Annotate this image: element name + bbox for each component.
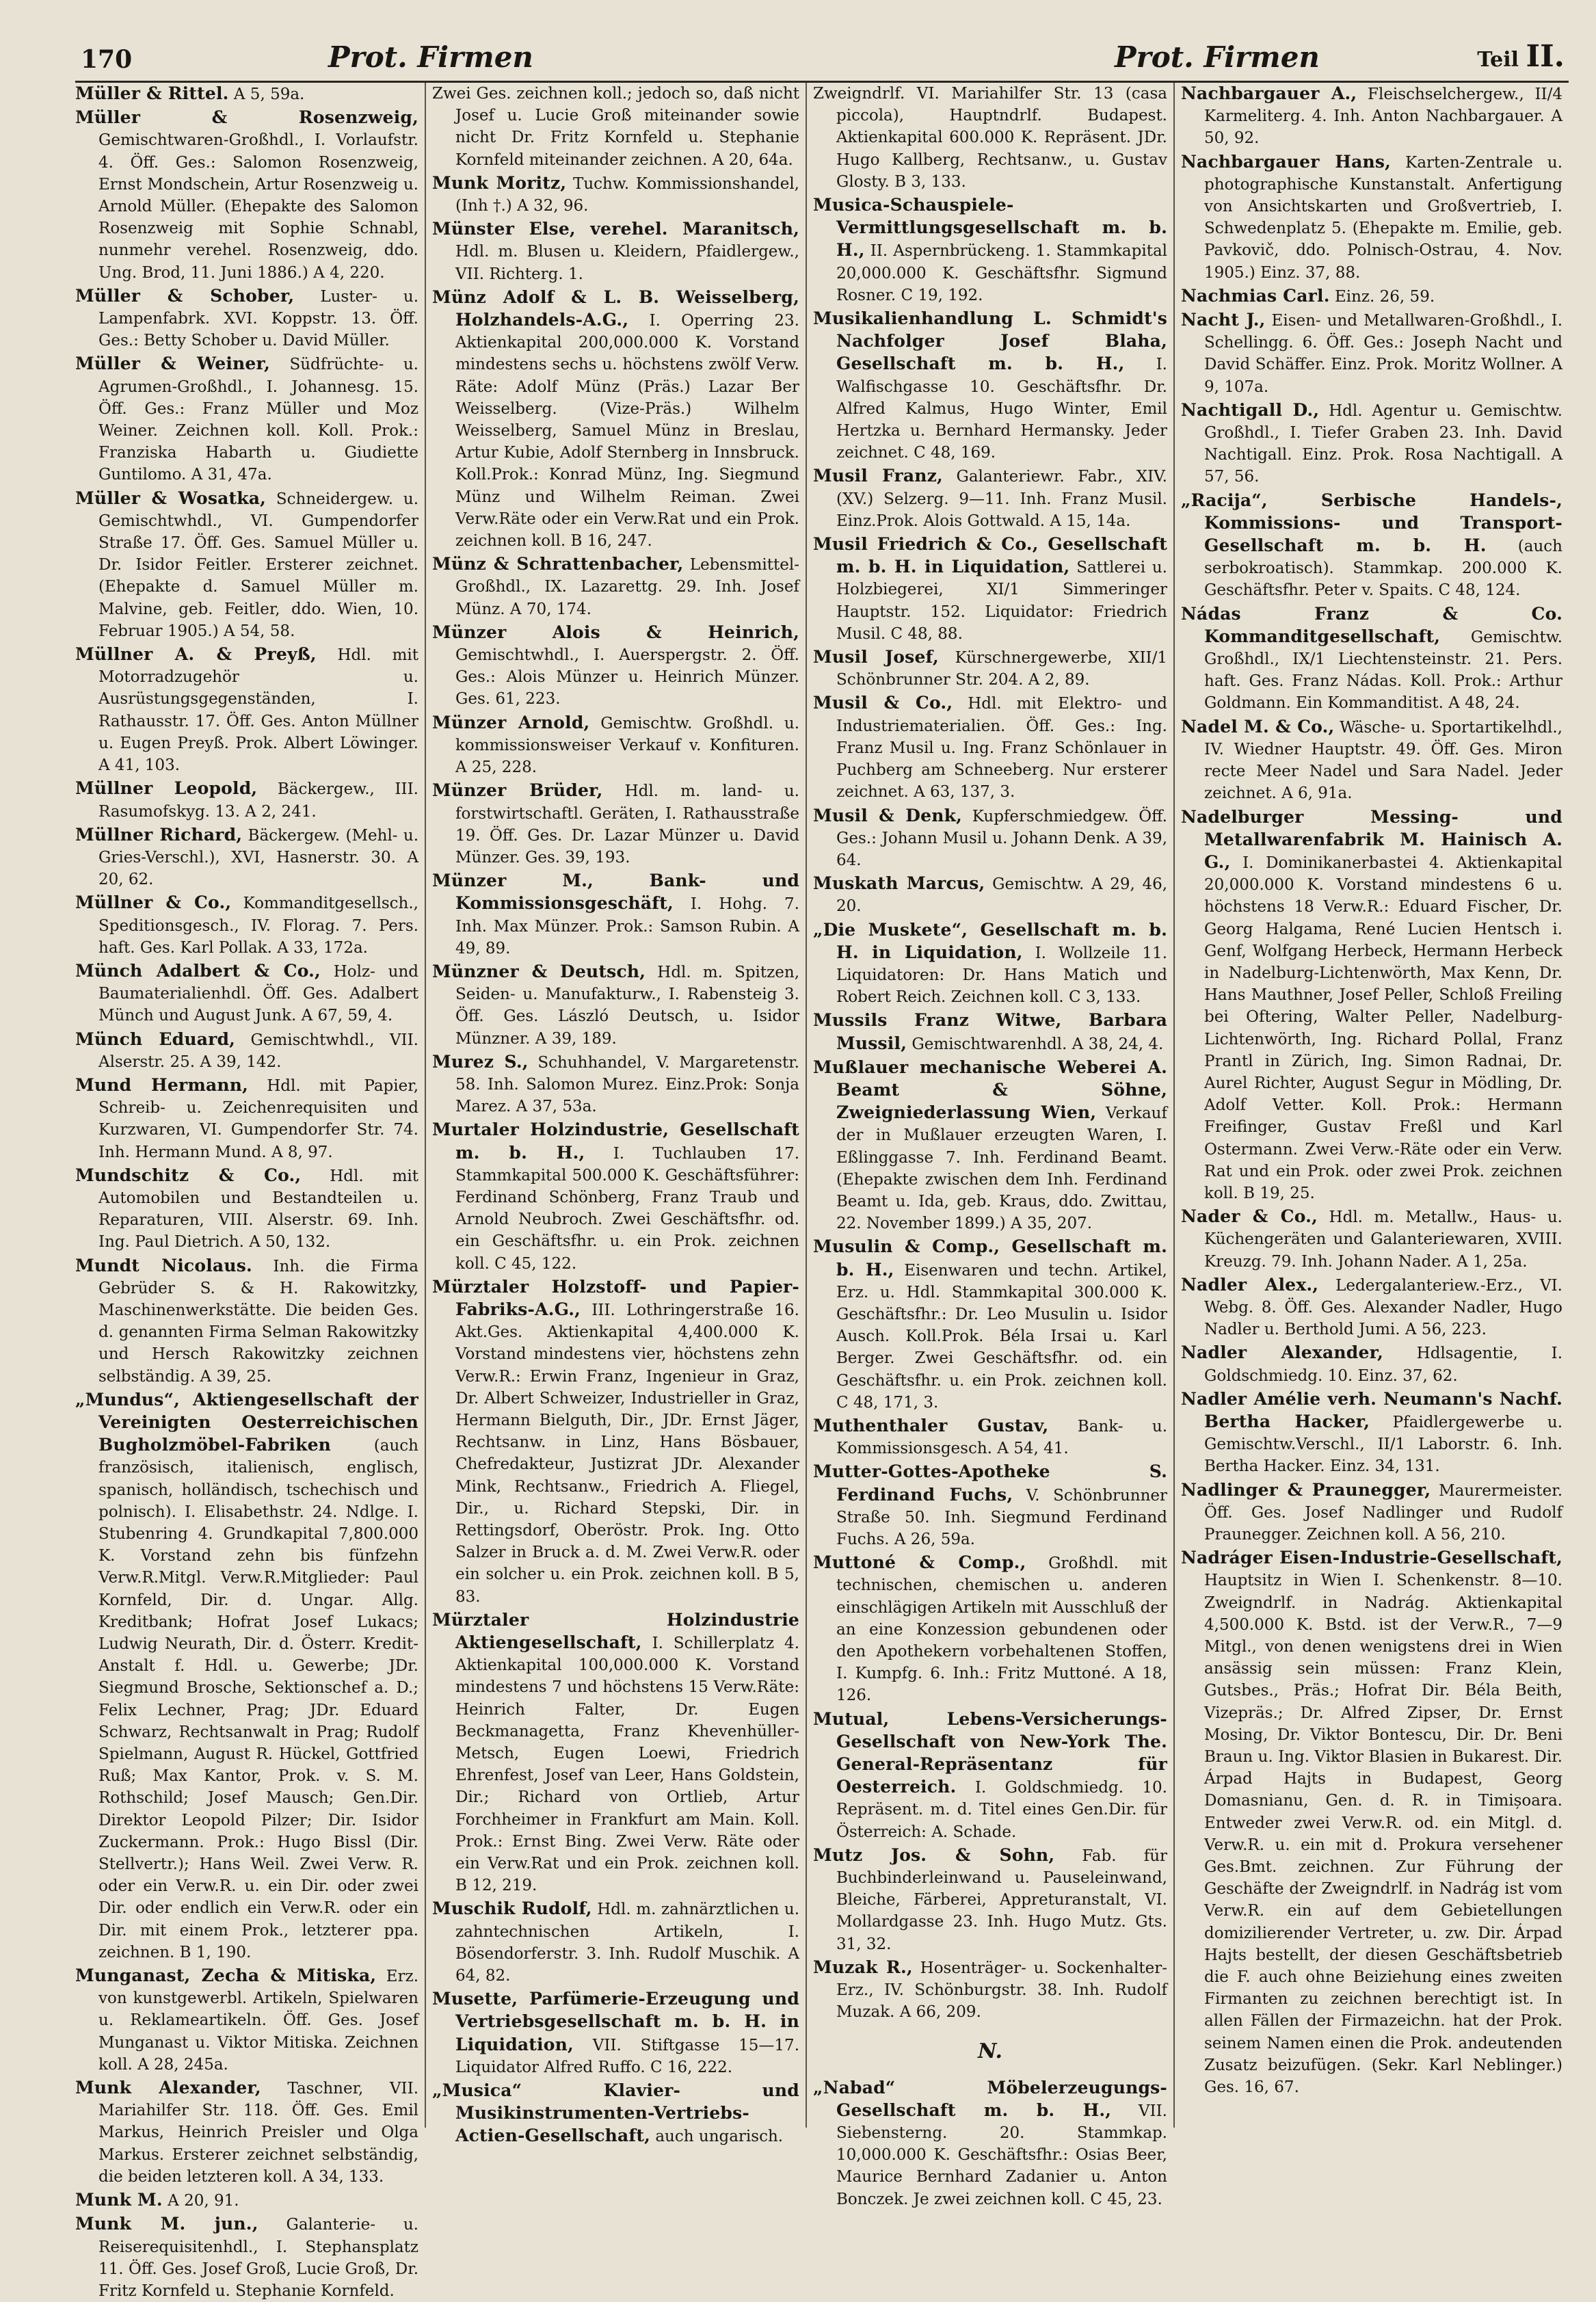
firm-name: „Nabad“ Möbelerzeugungs-Gesellschaft m. b. H., bbox=[813, 2077, 1167, 2120]
entry-details: (auch serbokroatisch). Stammkap. 200.000 K. Geschäftsfhr. Peter v. Spaits. C 48, 124. bbox=[1204, 538, 1562, 600]
entry-details: Südfrüchte- u. Agrumen-Großhdl., I. Johannesg. 15. Öff. Ges.: Franz Müller und Moz Weiner. Zeichnen koll. Koll. Prok.: Franziska Habarth u. Giudiette Guntilomo. A 31, 47a. bbox=[98, 356, 418, 484]
entry-details: A 20, 91. bbox=[168, 2192, 239, 2210]
directory-entry bbox=[813, 1236, 1167, 1414]
firm-name: „Die Muskete“, Gesellschaft m. b. H. in Liquidation, bbox=[813, 919, 1167, 962]
directory-entry bbox=[432, 1051, 799, 1118]
entry-details: Lebensmittel-Großhdl., IX. Lazarettg. 29. Inh. Josef Münz. A 70, 174. bbox=[455, 556, 800, 618]
directory-entry bbox=[75, 892, 418, 959]
firm-name: Muthenthaler Gustav, bbox=[813, 1415, 1049, 1436]
entry-details: VII. Stiftgasse 15—17. Liquidator Alfred Ruffo. C 16, 222. bbox=[455, 2036, 799, 2076]
firm-name: Munganast, Zecha & Mitiska, bbox=[75, 1966, 377, 1986]
firm-name: Muttoné & Comp., bbox=[813, 1552, 1026, 1573]
entry-details: auch ungarisch. bbox=[655, 2128, 784, 2146]
entry-details: I. Hohg. 7. Inh. Max Münzer. Prok.: Samson Rubin. A 49, 89. bbox=[455, 895, 799, 957]
entry-details: Zweigndrlf. VI. Mariahilfer Str. 13 (casa piccola), Hauptndrlf. Budapest. Aktienkapital 600.000 K. Repräsent. JDr. Hugo Kallberg, Rechtsanw., u. Gustav Glosty. B 3, 133. bbox=[813, 85, 1167, 191]
entry-details: (auch französisch, italienisch, englisch, spanisch, holländisch, tschechisch und polnisch). I. Elisabethstr. 24. Ndlge. I. Stubenring 4. Grundkapital 7,800.000 K. Vorstand zehn bis fünfzehn Verw.R.Mitgl. Verw.R.Mitglieder: Paul Kornfeld, Dir. d. Ungar. Allg. Kreditbank; Hofrat Josef Lukacs; Ludwig Neurath, Dir. d. Österr. Kredit-Anstalt f. Hdl. u. Gewerbe; JDr. Siegmund Brosche, Sektionschef a. D.; Felix Lechner, Prag; JDr. Eduard Schwarz, Rechtsanwalt in Prag; Rudolf Spielmann, August R. Hückel, Gottfried Ruß; Max Kantor, Prok. v. S. M. Rothschild; Josef Mausch; Gen.Dir. Direktor Leopold Pilzer; Dir. Isidor Zuckermann. Prok.: Hugo Bissl (Dir. Stellvertr.); Hans Weil. Zwei Verw. R. oder ein Verw.R. u. ein Dir. oder zwei Dir. oder endlich ein Verw.R. oder ein Dir. mit einem Prok., letzterer ppa. zeichnen. B 1, 190. bbox=[98, 1437, 418, 1961]
directory-entry bbox=[75, 1165, 418, 1254]
firm-name: Mürztaler Holzstoff- und Papier-Fabriks-A.G., bbox=[432, 1276, 799, 1319]
firm-name: Muzak R., bbox=[813, 1957, 913, 1977]
entry-details: Einz. 26, 59. bbox=[1334, 287, 1435, 306]
directory-entry bbox=[1181, 1388, 1562, 1478]
entry-details: Gemischtwaren-Großhdl., I. Vorlaufstr. 4. Öff. Ges.: Salomon Rosenzweig, Ernst Mondschein, Artur Rosenzweig u. Arnold Müller. (Ehepakte des Salomon Rosenzweig mit Sophie Schnabl, nunmehr verehel. Rosenzweig, ddo. Ung. Brod, 11. Juni 1886.) A 4, 220. bbox=[98, 131, 418, 282]
columns bbox=[75, 83, 1569, 2300]
entry-details: Schuhhandel, V. Margaretenstr. 58. Inh. Salomon Murez. Einz.Prok: Sonja Marez. A 37, 53a. bbox=[455, 1053, 799, 1116]
entry-details: Maurermeister. Öff. Ges. Josef Nadlinger und Rudolf Praunegger. Zeichnen koll. A 56, 210. bbox=[1204, 1481, 1563, 1544]
firm-name: Mutz Jos. & Sohn, bbox=[813, 1844, 1055, 1865]
entry-details: Wäsche- u. Sportartikelhdl., IV. Wiedner Hauptstr. 49. Öff. Ges. Miron recte Meer Nadel und Sara Nadel. Jeder zeichnet. A 6, 91a. bbox=[1204, 718, 1562, 803]
entry-details: Galanterie- u. Reiserequisitenhdl., I. Stephansplatz 11. Öff. Ges. Josef Groß, Lucie Groß, Dr. Fritz Kornfeld u. Stephanie Kornfeld. bbox=[98, 2216, 418, 2300]
directory-entry bbox=[75, 644, 418, 776]
entry-details: Hdl. m. land- u. forstwirtschaftl. Geräten, I. Rathausstraße 19. Öff. Ges. Dr. Lazar Münzer u. David Münzer. Ges. 39, 193. bbox=[455, 782, 799, 866]
section-heading: N. bbox=[978, 2039, 1002, 2064]
firm-name: Mundt Nicolaus. bbox=[75, 1255, 252, 1275]
firm-name: Nachbargauer Hans, bbox=[1181, 151, 1392, 172]
firm-name: Nadler Alexander, bbox=[1181, 1342, 1384, 1363]
directory-entry bbox=[432, 218, 799, 285]
entry-details: Inh. die Firma Gebrüder S. & H. Rakowitzky, Maschinenwerkstätte. Die beiden Ges. d. genannten Firma Selman Rakowitzky und Hersch Rakowitzky zeichnen selbständig. A 39, 25. bbox=[98, 1257, 419, 1386]
directory-entry bbox=[1181, 285, 1562, 308]
firm-name: Mussils Franz Witwe, Barbara Mussil, bbox=[813, 1010, 1167, 1053]
firm-name: Müllner A. & Preyß, bbox=[75, 644, 317, 665]
firm-name: Müller & Rosenzweig, bbox=[75, 107, 418, 128]
entry-details: Sattlerei u. Holzbiegerei, XI/1 Simmeringer Hauptstr. 152. Liquidator: Friedrich Musil. C 48, 88. bbox=[836, 559, 1167, 643]
directory-entry bbox=[432, 1119, 799, 1274]
entry-details: Holz- und Baumaterialienhdl. Öff. Ges. Adalbert Münch und August Junk. A 67, 59, 4. bbox=[98, 962, 418, 1025]
firm-name: Nachtigall D., bbox=[1181, 399, 1320, 420]
firm-name: Münzner & Deutsch, bbox=[432, 961, 646, 981]
directory-entry bbox=[1181, 1342, 1562, 1386]
entry-details: I. Dominikanerbastei 4. Aktienkapital 20,000.000 K. Vorstand mindestens 6 u. höchstens 18 Verw.R.: Eduard Fischer, Dr. Georg Halgama, René Lucien Hentsch i. Genf, Wolfgang Herbeck, Hermann Herbeck in Nadelburg-Lichtenwörth, Max Kenn, Dr. Hans Mauthner, Josef Peller, Schloß Freiling bei Oftering, Walter Peller, Nadelburg-Lichtenwörth, Ing. Richard Pollal, Franz Prantl in Zürich, Ing. Simon Radnai, Dr. Aurel Richter, August Segur in Mödling, Dr. Adolf Vetter. Koll. Prok.: Hermann Freifinger, Gustav Freßl und Karl Ostermann. Zwei Verw.-Räte oder ein Verw. Rat und ein Prok. oder zwei Prok. zeichnen koll. B 19, 25. bbox=[1204, 854, 1562, 1202]
running-title-right: Prot. Firmen bbox=[1115, 40, 1320, 74]
entry-details: Hosenträger- u. Sockenhalter-Erz., IV. Schönburgstr. 38. Inh. Rudolf Muzak. A 66, 209. bbox=[836, 1959, 1168, 2022]
directory-entry bbox=[432, 172, 799, 217]
firm-name: Nadráger Eisen-Industrie-Gesellschaft, bbox=[1181, 1548, 1562, 1568]
directory-entry bbox=[813, 83, 1167, 193]
entry-details: Taschner, VII. Mariahilfer Str. 118. Öff. Ges. Emil Markus, Heinrich Preisler und Olga Markus. Ersterer zeichnet selbständig, die beiden letzteren koll. A 34, 133. bbox=[98, 2080, 419, 2186]
firm-name: Nadler Amélie verh. Neumann's Nachf. Bertha Hacker, bbox=[1181, 1388, 1562, 1431]
directory-entry bbox=[813, 646, 1167, 691]
directory-entry bbox=[1181, 716, 1562, 805]
directory-entry bbox=[432, 553, 799, 620]
entry-details: I. Goldschmiedg. 10. Repräsent. m. d. Titel eines Gen.Dir. für Österreich: A. Schade. bbox=[836, 1779, 1167, 1841]
entry-details: Hdl. mit Papier, Schreib- u. Zeichenrequisiten und Kurzwaren, VI. Gumpendorfer Str. 74. Inh. Hermann Mund. A 8, 97. bbox=[98, 1076, 419, 1161]
firm-name: Muschik Rudolf, bbox=[432, 1899, 592, 1919]
firm-name: Müllner Leopold, bbox=[75, 778, 258, 799]
firm-name: Nadlinger & Praunegger, bbox=[1181, 1479, 1431, 1500]
firm-name: Müller & Weiner, bbox=[75, 354, 270, 374]
firm-name: „Musica“ Klavier- und Musikinstrumenten-Vertriebs-Actien-Gesellschaft, bbox=[432, 2080, 799, 2146]
firm-name: Musil Franz, bbox=[813, 466, 943, 486]
directory-entry bbox=[813, 465, 1167, 532]
firm-name: Müllner & Co., bbox=[75, 892, 232, 913]
directory-entry bbox=[75, 2213, 418, 2302]
entry-details: A 5, 59a. bbox=[233, 85, 305, 103]
firm-name: Mürztaler Holzindustrie Aktiengesellschaft, bbox=[432, 1609, 799, 1653]
directory-entry bbox=[813, 1461, 1167, 1550]
directory-entry bbox=[813, 1415, 1167, 1459]
firm-name: Mutual, Lebens-Versicherungs-Gesellschaft von New-York The. General-Repräsentanz für Oesterreich. bbox=[813, 1708, 1167, 1797]
firm-name: Murez S., bbox=[432, 1051, 529, 1072]
entry-details: II. Aspernbrückeng. 1. Stammkapital 20,000.000 K. Geschäftsfhr. Sigmund Rosner. C 19, 192. bbox=[836, 242, 1168, 304]
directory-entry bbox=[813, 873, 1167, 917]
firm-name: Müllner Richard, bbox=[75, 824, 243, 845]
firm-name: Musil & Co., bbox=[813, 693, 953, 713]
entry-details: VII. Siebensterng. 20. Stammkap. 10,000.000 K. Geschäftsfhr.: Osias Beer, Maurice Bernhard Zadanier u. Anton Bonczek. Je zwei zeichnen koll. C 45, 23. bbox=[836, 2102, 1167, 2208]
directory-entry bbox=[1181, 490, 1562, 602]
firm-name: Nadel M. & Co., bbox=[1181, 716, 1335, 737]
directory-entry bbox=[813, 805, 1167, 872]
directory-entry bbox=[1181, 1479, 1562, 1546]
firm-name: Nadelburger Messing- und Metallwarenfabrik M. Hainisch A. G., bbox=[1181, 806, 1562, 872]
directory-entry bbox=[432, 1898, 799, 1987]
firm-name: Müller & Wosatka, bbox=[75, 488, 267, 508]
part-label-text: Teil bbox=[1477, 48, 1519, 72]
directory-entry bbox=[75, 1389, 418, 1963]
entry-details: Kommanditgesellsch., Speditionsgesch., IV. Florag. 7. Pers. haft. Ges. Karl Pollak. A 33, 172a. bbox=[98, 895, 418, 957]
firm-name: Musette, Parfümerie-Erzeugung und Vertriebsgesellschaft m. b. H. in Liquidation, bbox=[432, 1989, 799, 2054]
running-title-left: Prot. Firmen bbox=[328, 40, 533, 74]
entry-details: Hdl. Agentur u. Gemischtw. Großhdl., I. Tiefer Graben 23. Inh. David Nachtigall. Einz. Prok. Rosa Nachtigall. A 57, 56. bbox=[1204, 401, 1562, 486]
directory-entry bbox=[432, 287, 799, 552]
firm-name: Musica-Schauspiele-Vermittlungsgesellschaft m. b. H., bbox=[813, 195, 1167, 261]
directory-entry bbox=[1181, 1547, 1562, 2098]
entry-details: V. Schönbrunner Straße 50. Inh. Siegmund Ferdinand Fuchs. A 26, 59a. bbox=[836, 1486, 1167, 1548]
entry-details: Zwei Ges. zeichnen koll.; jedoch so, daß nicht Josef u. Lucie Groß miteinander sowie nicht Dr. Fritz Kornfeld u. Stephanie Kornfeld miteinander zeichnen. A 20, 64a. bbox=[432, 85, 799, 169]
directory-entry bbox=[75, 285, 418, 352]
directory-entry bbox=[432, 83, 799, 171]
directory-entry bbox=[813, 194, 1167, 306]
directory-entry bbox=[813, 1057, 1167, 1235]
directory-entry bbox=[813, 1957, 1167, 2024]
entry-details: Gemischtw. A 29, 46, 20. bbox=[836, 875, 1168, 916]
firm-name: Munk M. jun., bbox=[75, 2214, 258, 2234]
directory-entry bbox=[1181, 151, 1562, 284]
entry-details: Gemischtw. Großhdl., IX/1 Liechtensteinstr. 21. Pers. haft. Ges. Franz Nádas. Koll. Prok.: Arthur Goldmann. Ein Kommanditist. A 48, 24. bbox=[1204, 628, 1562, 713]
directory-entry bbox=[813, 1552, 1167, 1706]
firm-name: Nachmias Carl. bbox=[1181, 285, 1330, 306]
directory-entry bbox=[1181, 603, 1562, 715]
entry-details: I. Schillerplatz 4. Aktienkapital 100,000.000 K. Vorstand mindestens 7 und höchstens 15 Verw.Räte: Heinrich Falter, Dr. Eugen Beckmanagetta, Franz Khevenhüller-Metsch, Eugen Loewi, Friedrich Ehrenfest, Josef van Leer, Hans Goldstein, Dir.; Richard von Ortlieb, Artur Forchheimer in Frankfurt am Main. Koll. Prok.: Ernst Bing. Zwei Verw. Räte oder ein Verw.Rat und ein Prok. zeichnen koll. B 12, 219. bbox=[455, 1635, 799, 1895]
entry-details: Karten-Zentrale u. photographische Kunstanstalt. Anfertigung von Ansichtskarten und Großvertrieb, I. Schwedenplatz 5. (Ehepakte m. Emilie, geb. Pavkovič, ddo. Polnisch-Ostrau, 4. Nov. 1905.) Einz. 37, 88. bbox=[1204, 153, 1563, 282]
directory-entry bbox=[75, 1965, 418, 2076]
directory-entry bbox=[813, 2077, 1167, 2210]
firm-name: Musikalienhandlung L. Schmidt's Nachfolger Josef Blaha, Gesellschaft m. b. H., bbox=[813, 308, 1167, 374]
firm-name: Mundschitz & Co., bbox=[75, 1165, 302, 1185]
part-label bbox=[1477, 39, 1565, 74]
entry-details: Bank- u. Kommissionsgesch. A 54, 41. bbox=[836, 1417, 1167, 1458]
firm-name: „Mundus“, Aktiengesellschaft der Vereinigten Oesterreichischen Bugholzmöbel-Fabriken bbox=[75, 1389, 418, 1455]
column-2 bbox=[425, 83, 806, 2146]
directory-entry bbox=[1181, 83, 1562, 150]
directory-entry bbox=[813, 308, 1167, 464]
entry-details: Erz. von kunstgewerbl. Artikeln, Spielwaren u. Reklameartikeln. Öff. Ges. Josef Munganast u. Viktor Mitiska. Zeichnen koll. A 28, 245a. bbox=[98, 1968, 419, 2074]
directory-entry bbox=[1181, 1206, 1562, 1273]
firm-name: Mußlauer mechanische Weberei A. Beamt & Söhne, Zweigniederlassung Wien, bbox=[813, 1057, 1167, 1123]
directory-entry bbox=[75, 778, 418, 822]
part-number: II. bbox=[1526, 39, 1565, 74]
directory-entry bbox=[813, 1844, 1167, 1955]
directory-entry bbox=[75, 488, 418, 642]
directory-entry bbox=[813, 919, 1167, 1009]
directory-entry bbox=[813, 533, 1167, 645]
entry-details: Bäckergew., III. Rasumofskyg. 13. A 2, 241. bbox=[98, 780, 418, 821]
entry-details: Pfaidlergewerbe u. Gemischtw.Verschl., II/1 Laborstr. 6. Inh. Bertha Hacker. Einz. 34, 131. bbox=[1204, 1413, 1563, 1476]
entry-details: Hdl. mit Motorradzugehör u. Ausrüstungsgegenständen, I. Rathausstr. 17. Öff. Ges. Anton Müllner u. Eugen Preyß. Prok. Albert Löwinger. A 41, 103. bbox=[98, 646, 419, 775]
firm-name: Muskath Marcus, bbox=[813, 873, 985, 894]
directory-entry bbox=[75, 1029, 418, 1073]
entry-details: I. Operring 23. Aktienkapital 200,000.000 K. Vorstand mindestens sechs u. höchstens zwölf Verw. Räte: Adolf Münz (Präs.) Lazar Ber Weisselberg. (Vize-Präs.) Wilhelm Weisselberg, Samuel Münz in Breslau, Artur Kubie, Adolf Sternberg in Innsbruck. Koll.Prok.: Konrad Münz, Ing. Siegmund Münz und Wilhelm Reiman. Zwei Verw.Räte oder ein Verw.Rat und ein Prok. zeichnen koll. B 16, 247. bbox=[455, 312, 799, 551]
directory-entry bbox=[75, 83, 418, 105]
firm-name: Mund Hermann, bbox=[75, 1074, 249, 1095]
entry-details: Hdl. m. Metallw., Haus- u. Küchengeräten und Galanteriewaren, XVIII. Kreuzg. 79. Inh. Johann Nader. A 1, 25a. bbox=[1204, 1208, 1562, 1271]
directory-entry bbox=[432, 622, 799, 711]
directory-entry bbox=[75, 2189, 418, 2212]
directory-entry bbox=[432, 780, 799, 869]
entry-details: I. Wollzeile 11. Liquidatoren: Dr. Hans Matich und Robert Reich. Zeichnen koll. C 3, 133. bbox=[836, 944, 1167, 1007]
entry-details: Kupferschmiedgew. Öff. Ges.: Johann Musil u. Johann Denk. A 39, 64. bbox=[836, 807, 1167, 869]
column-1 bbox=[75, 83, 425, 2300]
firm-name: Munk M. bbox=[75, 2190, 163, 2210]
entry-details: I. Tuchlauben 17. Stammkapital 500.000 K. Geschäftsführer: Ferdinand Schönberg, Franz Traub und Arnold Neubroch. Zwei Geschäftsfhr. od. ein Geschäftsfhr. u. ein Prok. zeichnen koll. C 45, 122. bbox=[455, 1144, 800, 1273]
entry-details: Großhdl. mit technischen, chemischen u. anderen einschlägigen Artikeln mit Ausschluß der an eine Konzession gebundenen oder den Apothekern vorbehaltenen Stoffen, I. Kumpfg. 6. Inh.: Fritz Muttoné. A 18, 126. bbox=[836, 1554, 1167, 1705]
firm-name: Müller & Rittel. bbox=[75, 83, 229, 103]
column-4 bbox=[1173, 83, 1569, 2128]
entry-details: III. Lothringerstraße 16. Akt.Ges. Aktienkapital 4,400.000 K. Vorstand mindestens vier, höchstens zehn Verw.R.: Erwin Franz, Ingenieur in Graz, Dr. Albert Schweizer, Industrieller in Graz, Hermann Bielguth, Dir., JDr. Ernst Jäger, Rechtsanw. in Linz, Hans Bösbauer, Chefredakteur, Justizrat JDr. Alexander Mink, Rechtsanw., Friedrich A. Fliegel, Dir., u. Richard Stepski, Dir. in Rettingsdorf, Oberöstr. Prok. Ing. Otto Salzer in Bruck a. d. M. Zwei Verw.R. oder ein solcher u. ein Prok. zeichnen koll. B 5, 83. bbox=[455, 1301, 799, 1606]
firm-name: Münz & Schrattenbacher, bbox=[432, 554, 684, 574]
entry-details: Eisen- und Metallwaren-Großhdl., I. Schellingg. 6. Öff. Ges.: Joseph Nacht und David Schäffer. Einz. Prok. Moritz Wollner. A 9, 107a. bbox=[1204, 312, 1563, 396]
directory-entry bbox=[813, 1009, 1167, 1055]
directory-entry bbox=[75, 1255, 418, 1388]
directory-entry bbox=[1181, 309, 1562, 398]
directory-entry bbox=[75, 107, 418, 284]
entry-details: Gemischtwhdl., VII. Alserstr. 25. A 39, 142. bbox=[98, 1031, 418, 1071]
entry-details: Hdlsagentie, I. Goldschmiedg. 10. Einz. 37, 62. bbox=[1204, 1345, 1563, 1385]
firm-name: Nadler Alex., bbox=[1181, 1274, 1319, 1295]
firm-name: Nacht J., bbox=[1181, 310, 1266, 330]
firm-name: Münz Adolf & L. B. Weisselberg, Holzhandels-A.G., bbox=[432, 287, 799, 330]
firm-name: Nader & Co., bbox=[1181, 1206, 1318, 1227]
entry-details: Gemischtwhdl., I. Auerspergstr. 2. Öff. Ges.: Alois Münzer u. Heinrich Münzer. Ges. 61, 223. bbox=[455, 646, 799, 709]
entry-details: Ledergalanteriew.-Erz., VI. Webg. 8. Öff. Ges. Alexander Nadler, Hugo Nadler u. Berthold Jumi. A 56, 223. bbox=[1204, 1276, 1562, 1339]
directory-entry bbox=[432, 1276, 799, 1608]
firm-name: Nachbargauer A., bbox=[1181, 83, 1357, 103]
directory-entry bbox=[1181, 806, 1562, 1205]
firm-name: Munk Alexander, bbox=[75, 2078, 261, 2098]
directory-entry bbox=[432, 712, 799, 779]
entry-details: Eisenwaren und techn. Artikel, Erz. u. Hdl. Stammkapital 300.000 K. Geschäftsfhr.: Dr. Leo Musulin u. Isidor Ausch. Koll.Prok. Béla Irsai u. Karl Berger. Zwei Geschäftsfhr. od. ein Geschäftsfhr. u. ein Prok. zeichnen koll. C 48, 171, 3. bbox=[836, 1261, 1167, 1412]
directory-entry bbox=[432, 1988, 799, 2078]
firm-name: Munk Moritz, bbox=[432, 172, 567, 193]
firm-name: Münzer Brüder, bbox=[432, 780, 603, 801]
firm-name: Münster Else, verehel. Maranitsch, bbox=[432, 219, 799, 239]
firm-name: Münch Eduard, bbox=[75, 1029, 236, 1049]
firm-name: Münzer Alois & Heinrich, bbox=[432, 622, 799, 642]
entry-details: Tuchw. Kommissionshandel, (Inh †.) A 32, 96. bbox=[455, 174, 799, 215]
directory-entry bbox=[813, 692, 1167, 803]
entry-details: Fab. für Buchbinderleinwand u. Pauseleinwand, Bleiche, Färberei, Appreturanstalt, VI. Mollardgasse 23. Inh. Hugo Mutz. Gts. 31, 32. bbox=[836, 1847, 1168, 1953]
entry-details: Hauptsitz in Wien I. Schenkenstr. 8—10. Zweigndrlf. in Nadrág. Aktienkapital 4,500.000 K. Bstd. ist der Verw.R., 7—9 Mitgl., von denen wenigstens drei in Wien ansässig sein müssen: Franz Klein, Gutsbes., Präs.; Hofrat Dir. Béla Beith, Vizepräs.; Dr. Alfred Zipser, Dr. Ernst Mosing, Dr. Viktor Bontescu, Dir. Dr. Beni Braun u. Ing. Viktor Blasien in Bukarest. Dir. Árpad Hajts in Budapest, Georg Domasnianu, Gen. d. R. in Timișoara. Entweder zwei Verw.R. od. ein Mitgl. d. Verw.R. u. ein mit d. Prokura versehener Ges.Bmt. zeichnen. Zur Führung der Geschäfte der Zweigndrlf. in Nadrág ist vom Verw.R. ein auf dem Gebietellungen domizilierender Vertreter, u. zw. Dir. Árpad Hajts bestellt, der diesen Geschäftsbetrieb die F. auch ohne Beiziehung eines zweiten Firmanten zu zeichnen berechtigt ist. In allen Fällen der Firmazeichn. hat der Prok. seinem Namen einen die Prok. andeutenden Zusatz beizufügen. (Sekr. Karl Neblinger.) Ges. 16, 67. bbox=[1204, 1572, 1562, 2097]
firm-name: Münzer M., Bank- und Kommissionsgeschäft, bbox=[432, 871, 799, 914]
entry-details: Gemischtwarenhdl. A 38, 24, 4. bbox=[912, 1035, 1164, 1053]
firm-name: Münch Adalbert & Co., bbox=[75, 960, 321, 981]
page-header bbox=[75, 23, 1569, 83]
entry-details: Luster- u. Lampenfabrk. XVI. Koppstr. 13. Öff. Ges.: Betty Schober u. David Müller. bbox=[98, 287, 419, 350]
entry-details: Gemischtw. Großhdl. u. kommissionsweiser Verkauf v. Konfituren. A 25, 228. bbox=[455, 714, 800, 777]
directory-entry bbox=[75, 2077, 418, 2188]
page-number: 170 bbox=[81, 45, 133, 74]
entry-details: I. Walfischgasse 10. Geschäftsfhr. Dr. Alfred Kalmus, Hugo Winter, Emil Hertzka u. Bernhard Hermansky. Jeder zeichnet. C 48, 169. bbox=[836, 356, 1167, 462]
directory-entry bbox=[1181, 1274, 1562, 1341]
entry-details: Hdl. m. Spitzen, Seiden- u. Manufakturw., I. Rabensteig 3. Öff. Ges. László Deutsch, u. Isidor Münzner. A 39, 189. bbox=[455, 963, 800, 1048]
directory-entry bbox=[75, 960, 418, 1027]
entry-details: Hdl. m. Blusen u. Kleidern, Pfaidlergew., VII. Richterg. 1. bbox=[455, 243, 799, 283]
entry-details: Galanteriewr. Fabr., XIV. (XV.) Selzerg. 9—11. Inh. Franz Musil. Einz.Prok. Alois Gottwald. A 15, 14a. bbox=[836, 468, 1167, 530]
firm-name: Müller & Schober, bbox=[75, 285, 295, 306]
entry-details: Hdl. mit Elektro- und Industriematerialien. Öff. Ges.: Ing. Franz Musil u. Ing. Franz Schönlauer in Puchberg am Schneeberg. Nur ersterer zeichnet. A 63, 137, 3. bbox=[836, 695, 1167, 802]
entry-details: Kürschnergewerbe, XII/1 Schönbrunner Str. 204. A 2, 89. bbox=[836, 649, 1168, 689]
entry-details: Hdl. mit Automobilen und Bestandteilen u. Reparaturen, VIII. Alserstr. 69. Inh. Ing. Paul Dietrich. A 50, 132. bbox=[98, 1167, 418, 1252]
firm-name: Musil Josef, bbox=[813, 647, 939, 667]
directory-entry bbox=[1181, 399, 1562, 488]
entry-details: Verkauf der in Mußlauer erzeugten Waren, I. Eßlinggasse 7. Inh. Ferdinand Beamt. (Ehepakte zwischen dem Inh. Ferdinand Beamt u. Ida, geb. Kraus, ddo. Zwittau, 22. November 1899.) A 35, 207. bbox=[836, 1104, 1167, 1233]
directory-entry bbox=[432, 961, 799, 1050]
column-3 bbox=[806, 83, 1173, 2208]
firm-name: Münzer Arnold, bbox=[432, 712, 590, 732]
firm-name: Murtaler Holzindustrie, Gesellschaft m. b. H., bbox=[432, 1120, 799, 1163]
entry-details: Schneidergew. u. Gemischtwhdl., VI. Gumpendorfer Straße 17. Öff. Ges. Samuel Müller u. Dr. Isidor Feitler. Ersterer zeichnet. (Ehepakte d. Samuel Müller m. Malvine, geb. Feitler, ddo. Wien, 10. Februar 1905.) A 54, 58. bbox=[98, 490, 419, 640]
firm-name: Musil Friedrich & Co., Gesellschaft m. b. H. in Liquidation, bbox=[813, 534, 1167, 577]
firm-name: Mutter-Gottes-Apotheke S. Ferdinand Fuchs, bbox=[813, 1461, 1167, 1505]
entry-details: Bäckergew. (Mehl- u. Gries-Verschl.), XVI, Hasnerstr. 30. A 20, 62. bbox=[98, 826, 419, 889]
firm-name: Musulin & Comp., Gesellschaft m. b. H., bbox=[813, 1236, 1167, 1280]
directory-entry bbox=[813, 1708, 1167, 1843]
entry-details: Fleischselchergew., II/4 Karmeliterg. 4. Inh. Anton Nachbargauer. A 50, 92. bbox=[1204, 85, 1562, 148]
directory-entry bbox=[432, 1609, 799, 1897]
directory-entry bbox=[75, 1074, 418, 1163]
directory-entry bbox=[75, 824, 418, 891]
entry-details: Hdl. m. zahnärztlichen u. zahntechnischen Artikeln, I. Bösendorferstr. 3. Inh. Rudolf Muschik. A 64, 82. bbox=[455, 1901, 800, 1985]
firm-name: „Racija“, Serbische Handels-, Kommissions- und Transport-Gesellschaft m. b. H. bbox=[1181, 490, 1562, 556]
firm-name: Musil & Denk, bbox=[813, 805, 963, 825]
firm-name: Nádas Franz & Co. Kommanditgesellschaft, bbox=[1181, 603, 1562, 646]
directory-entry bbox=[75, 353, 418, 486]
directory-entry bbox=[432, 870, 799, 960]
directory-entry bbox=[432, 2080, 799, 2148]
